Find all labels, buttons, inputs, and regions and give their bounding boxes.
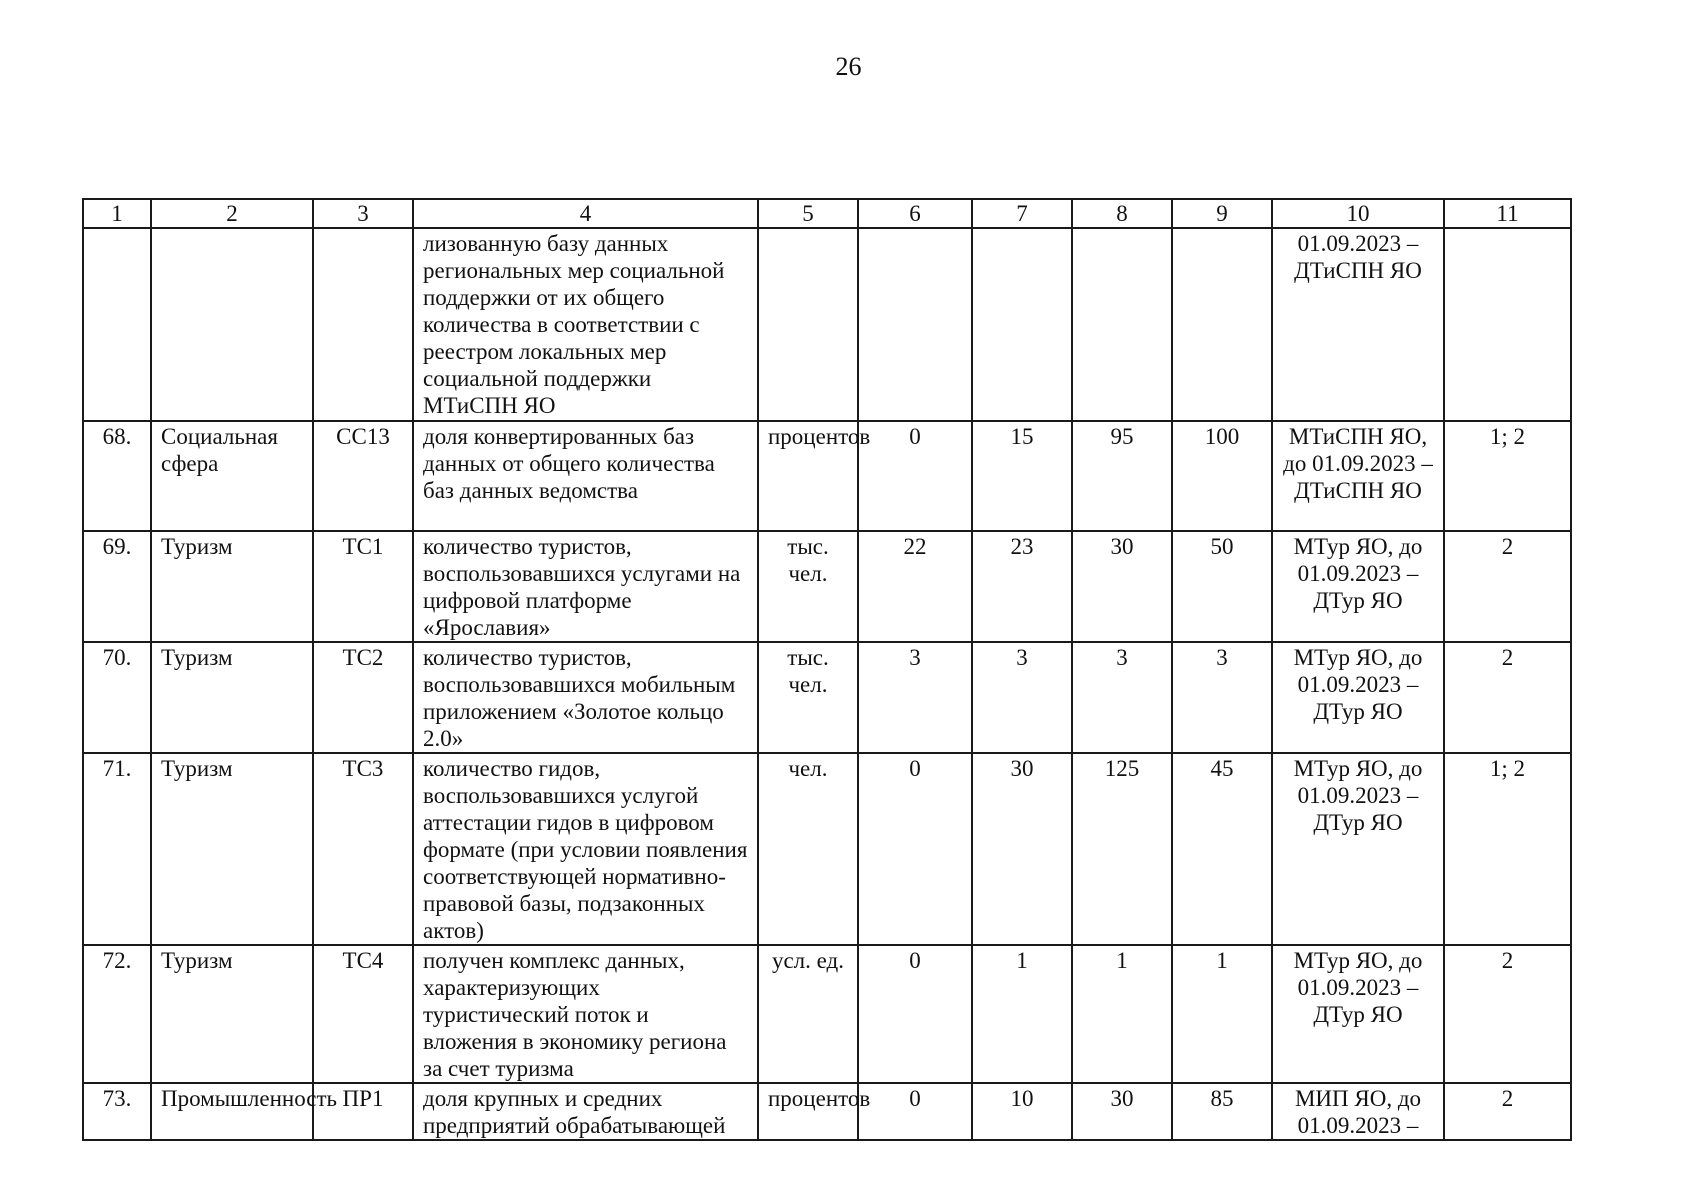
value-col7: 15	[972, 421, 1072, 531]
column-header: 7	[972, 199, 1072, 228]
unit-cell: процентов	[758, 421, 858, 531]
indicator-description: получен комплекс данных, характеризующих туристический поток и вложения в экономику региона за счет туризма	[413, 945, 758, 1083]
code-cell: ТС2	[313, 642, 413, 753]
executor-cell: МТур ЯО, до 01.09.2023 – ДТур ЯО	[1272, 531, 1444, 642]
unit-cell: процентов	[758, 1083, 858, 1140]
table-row	[83, 1083, 1571, 1140]
column-header: 2	[151, 199, 313, 228]
row-number: 69.	[83, 531, 151, 642]
sphere-cell: Туризм	[151, 945, 313, 1083]
value-col9: 45	[1172, 753, 1272, 945]
indicator-description: доля крупных и средних предприятий обрабатывающей	[413, 1083, 758, 1140]
value-col9: 100	[1172, 421, 1272, 531]
column-header: 9	[1172, 199, 1272, 228]
value-col11: 1; 2	[1444, 421, 1571, 531]
table-row-continuation	[83, 228, 1571, 421]
value-col8: 30	[1072, 531, 1172, 642]
code-cell: ТС1	[313, 531, 413, 642]
value-col6: 0	[858, 1083, 972, 1140]
indicator-description: лизованную базу данных региональных мер социальной поддержки от их общего количества в соответствии с реестром локальных мер социальной поддержки МТиСПН ЯО	[413, 228, 758, 421]
row-number: 72.	[83, 945, 151, 1083]
value-col11: 2	[1444, 531, 1571, 642]
unit-cell: тыс. чел.	[758, 531, 858, 642]
value-col7: 1	[972, 945, 1072, 1083]
code-cell: ТС3	[313, 753, 413, 945]
header-row	[83, 199, 1571, 228]
value-col7: 30	[972, 753, 1072, 945]
unit-cell: усл. ед.	[758, 945, 858, 1083]
column-header: 4	[413, 199, 758, 228]
value-col11: 2	[1444, 945, 1571, 1083]
value-col6: 0	[858, 753, 972, 945]
value-col8: 3	[1072, 642, 1172, 753]
value-col7: 23	[972, 531, 1072, 642]
executor-cell: МТиСПН ЯО, до 01.09.2023 – ДТиСПН ЯО	[1272, 421, 1444, 531]
value-col6: 0	[858, 945, 972, 1083]
sphere-cell: Социальная сфера	[151, 421, 313, 531]
value-col11: 2	[1444, 1083, 1571, 1140]
executor-cell: МТур ЯО, до 01.09.2023 – ДТур ЯО	[1272, 753, 1444, 945]
row-number: 68.	[83, 421, 151, 531]
sphere-cell: Туризм	[151, 531, 313, 642]
table-row	[83, 753, 1571, 945]
code-cell: ТС4	[313, 945, 413, 1083]
executor-cell: МТур ЯО, до 01.09.2023 – ДТур ЯО	[1272, 945, 1444, 1083]
column-header: 6	[858, 199, 972, 228]
executor-cell: МИП ЯО, до 01.09.2023 –	[1272, 1083, 1444, 1140]
value-col8: 30	[1072, 1083, 1172, 1140]
column-header: 1	[83, 199, 151, 228]
value-col7: 10	[972, 1083, 1072, 1140]
code-cell: ПР1	[313, 1083, 413, 1140]
value-col9: 1	[1172, 945, 1272, 1083]
indicator-description: количество гидов, воспользовавшихся услугой аттестации гидов в цифровом формате (при условии появления соответствующей нормативно-правовой базы, подзаконных актов)	[413, 753, 758, 945]
unit-cell: тыс. чел.	[758, 642, 858, 753]
row-number: 73.	[83, 1083, 151, 1140]
value-col9: 85	[1172, 1083, 1272, 1140]
column-header: 11	[1444, 199, 1571, 228]
indicator-description: количество туристов, воспользовавшихся услугами на цифровой платформе «Ярославия»	[413, 531, 758, 642]
value-col8: 95	[1072, 421, 1172, 531]
value-col6: 22	[858, 531, 972, 642]
page-number: 26	[835, 52, 862, 81]
indicators-table	[82, 198, 1572, 1141]
indicator-description: количество туристов, воспользовавшихся мобильным приложением «Золотое кольцо 2.0»	[413, 642, 758, 753]
value-col6: 3	[858, 642, 972, 753]
value-col9: 3	[1172, 642, 1272, 753]
value-col9: 50	[1172, 531, 1272, 642]
row-number: 71.	[83, 753, 151, 945]
column-header: 10	[1272, 199, 1444, 228]
code-cell: СС13	[313, 421, 413, 531]
table-row	[83, 945, 1571, 1083]
indicator-description: доля конвертированных баз данных от общего количества баз данных ведомства	[413, 421, 758, 531]
value-col11: 2	[1444, 642, 1571, 753]
sphere-cell: Туризм	[151, 642, 313, 753]
table-row	[83, 531, 1571, 642]
sphere-cell: Туризм	[151, 753, 313, 945]
column-header: 8	[1072, 199, 1172, 228]
table-row	[83, 642, 1571, 753]
value-col11: 1; 2	[1444, 753, 1571, 945]
value-col6: 0	[858, 421, 972, 531]
sphere-cell: Промышленность	[151, 1083, 313, 1140]
row-number: 70.	[83, 642, 151, 753]
column-header: 3	[313, 199, 413, 228]
executor-cell: 01.09.2023 – ДТиСПН ЯО	[1272, 228, 1444, 421]
table-row	[83, 421, 1571, 531]
column-header: 5	[758, 199, 858, 228]
value-col8: 125	[1072, 753, 1172, 945]
value-col7: 3	[972, 642, 1072, 753]
unit-cell: чел.	[758, 753, 858, 945]
value-col8: 1	[1072, 945, 1172, 1083]
executor-cell: МТур ЯО, до 01.09.2023 – ДТур ЯО	[1272, 642, 1444, 753]
